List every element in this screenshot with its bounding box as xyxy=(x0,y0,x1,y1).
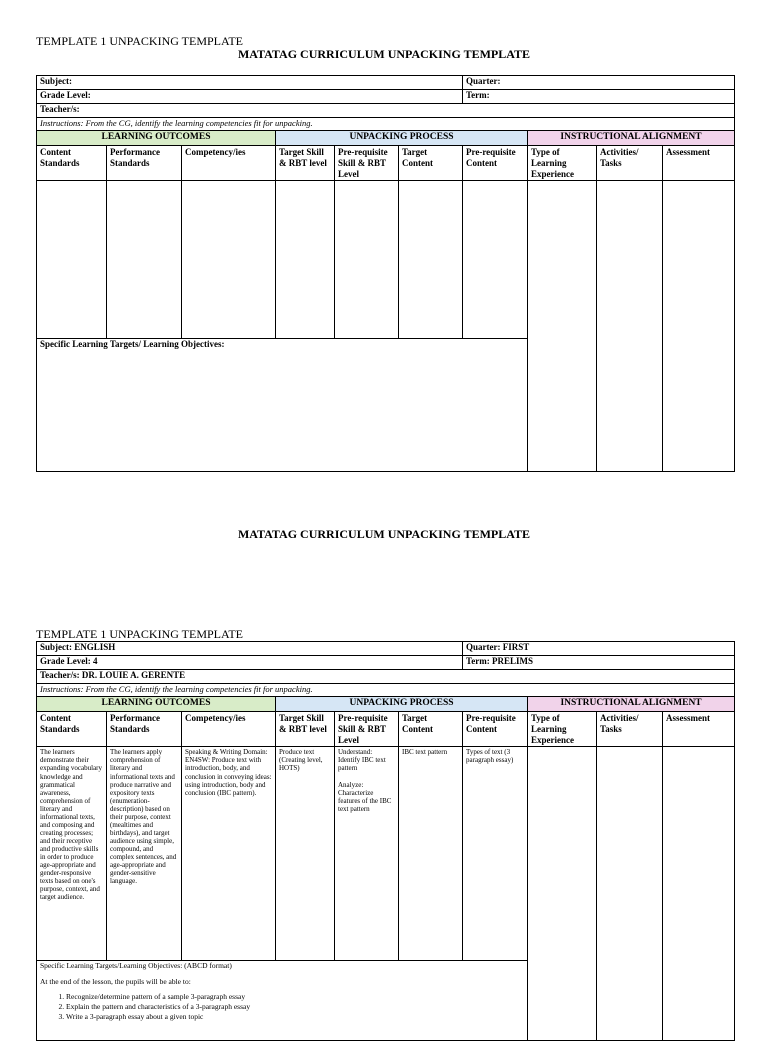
cell-competencies-filled[interactable]: Speaking & Writing Domain: EN4SW: Produce text with introduction, body, and conclusion in conveying ideas: using introduction, body and conclusion (IBC pattern). xyxy=(182,747,276,961)
subject-field[interactable]: Subject: xyxy=(37,76,463,90)
filled-unpacking-table xyxy=(36,641,735,1041)
cell-performance-standards-filled[interactable]: The learners apply comprehension of literary and informational texts and produce narrative and expository texts (enumeration-description) based on their purpose, context (mealtimes and birthdays), and target audience using simple, compound, and complex sentences, and age-appropriate and gender-sensitive language. xyxy=(107,747,182,961)
col-target-content: Target Content xyxy=(399,712,463,747)
col-prereq-skill: Pre-requisite Skill & RBT Level xyxy=(335,712,399,747)
cell-prereq-content-filled[interactable]: Types of text (3 paragraph essay) xyxy=(463,747,528,961)
instructions-filled: Instructions: From the CG, identify the learning competencies fit for unpacking. xyxy=(37,684,735,697)
section-unpacking-process: UNPACKING PROCESS xyxy=(276,131,528,146)
cell-activities-filled[interactable] xyxy=(597,747,663,1041)
objectives-field[interactable]: Specific Learning Targets/ Learning Objectives: xyxy=(37,339,528,472)
prereq-skill-understand: Understand: Identify IBC text pattern xyxy=(338,748,386,773)
cell-competencies[interactable] xyxy=(182,181,276,339)
section-learning-outcomes-filled: LEARNING OUTCOMES xyxy=(37,697,276,712)
col-prereq-content: Pre-requisite Content xyxy=(463,712,528,747)
template-label: TEMPLATE 1 UNPACKING TEMPLATE xyxy=(36,34,244,48)
col-prereq-skill: Pre-requisite Skill & RBT Level xyxy=(335,146,399,181)
col-performance-standards: Performance Standards xyxy=(107,712,182,747)
col-target-content: Target Content xyxy=(399,146,463,181)
cell-assessment[interactable] xyxy=(663,181,735,472)
section-instructional-alignment-filled: INSTRUCTIONAL ALIGNMENT xyxy=(528,697,735,712)
col-target-skill: Target Skill & RBT level xyxy=(276,712,335,747)
col-target-skill: Target Skill & RBT level xyxy=(276,146,335,181)
cell-target-content[interactable] xyxy=(399,181,463,339)
objectives-field-filled[interactable] xyxy=(37,961,528,1041)
section-instructional-alignment: INSTRUCTIONAL ALIGNMENT xyxy=(528,131,735,146)
subject-field-filled[interactable]: Subject: ENGLISH xyxy=(37,642,463,656)
cell-prereq-content[interactable] xyxy=(463,181,528,339)
cell-performance-standards[interactable] xyxy=(107,181,182,339)
instructions: Instructions: From the CG, identify the learning competencies fit for unpacking. xyxy=(37,118,735,131)
teacher-field[interactable]: Teacher/s: xyxy=(37,104,735,118)
cell-prereq-skill-filled[interactable] xyxy=(335,747,399,961)
cell-content-standards[interactable] xyxy=(37,181,107,339)
col-activities: Activities/ Tasks xyxy=(597,712,663,747)
col-performance-standards: Performance Standards xyxy=(107,146,182,181)
cell-target-skill-filled[interactable]: Produce text (Creating level, HOTS) xyxy=(276,747,335,961)
col-assessment: Assessment xyxy=(663,146,735,181)
cell-target-skill[interactable] xyxy=(276,181,335,339)
cell-prereq-skill[interactable] xyxy=(335,181,399,339)
col-type-of-learning: Type of Learning Experience xyxy=(528,146,597,181)
teacher-field-filled[interactable]: Teacher/s: DR. LOUIE A. GERENTE xyxy=(37,670,735,684)
objective-item: 3. Write a 3-paragraph essay about a given topic xyxy=(66,1012,524,1022)
section-learning-outcomes: LEARNING OUTCOMES xyxy=(37,131,276,146)
term-field[interactable]: Term: xyxy=(463,90,735,104)
cell-type-of-learning-filled[interactable] xyxy=(528,747,597,1041)
col-content-standards: Content Standards xyxy=(37,712,107,747)
quarter-field[interactable]: Quarter: xyxy=(463,76,735,90)
col-prereq-content: Pre-requisite Content xyxy=(463,146,528,181)
col-type-of-learning: Type of Learning Experience xyxy=(528,712,597,747)
objectives-intro: At the end of the lesson, the pupils will be able to: xyxy=(40,976,191,986)
col-activities: Activities/ Tasks xyxy=(597,146,663,181)
col-competencies: Competency/ies xyxy=(182,146,276,181)
objectives-heading: Specific Learning Targets/Learning Objectives: (ABCD format) xyxy=(40,961,232,971)
cell-target-content-filled[interactable]: IBC text pattern xyxy=(399,747,463,961)
col-assessment: Assessment xyxy=(663,712,735,747)
page-title-second: MATATAG CURRICULUM UNPACKING TEMPLATE xyxy=(237,527,531,541)
term-field-filled[interactable]: Term: PRELIMS xyxy=(463,656,735,670)
cell-activities[interactable] xyxy=(597,181,663,472)
cell-assessment-filled[interactable] xyxy=(663,747,735,1041)
prereq-skill-analyze: Analyze: Characterize features of the IBC text pattern xyxy=(338,780,392,813)
objective-item: 2. Explain the pattern and characteristics of a 3-paragraph essay xyxy=(66,1002,524,1012)
grade-level-field[interactable]: Grade Level: xyxy=(37,90,463,104)
grade-level-field-filled[interactable]: Grade Level: 4 xyxy=(37,656,463,670)
col-competencies: Competency/ies xyxy=(182,712,276,747)
quarter-field-filled[interactable]: Quarter: FIRST xyxy=(463,642,735,656)
page-title: MATATAG CURRICULUM UNPACKING TEMPLATE xyxy=(237,47,531,61)
section-unpacking-process-filled: UNPACKING PROCESS xyxy=(276,697,528,712)
cell-type-of-learning[interactable] xyxy=(528,181,597,472)
col-content-standards: Content Standards xyxy=(37,146,107,181)
objective-item: 1. Recognize/determine pattern of a sample 3-paragraph essay xyxy=(66,992,524,1002)
cell-content-standards-filled[interactable]: The learners demonstrate their expanding vocabulary knowledge and grammatical awareness, comprehension of literary and informational texts, and composing and creating processes; and their receptive and productive skills in order to produce age-appropriate and gender-responsive texts based on one's purpose, context, and target audience. xyxy=(37,747,107,961)
template-label-filled: TEMPLATE 1 UNPACKING TEMPLATE xyxy=(36,627,244,641)
blank-unpacking-table xyxy=(36,75,735,472)
